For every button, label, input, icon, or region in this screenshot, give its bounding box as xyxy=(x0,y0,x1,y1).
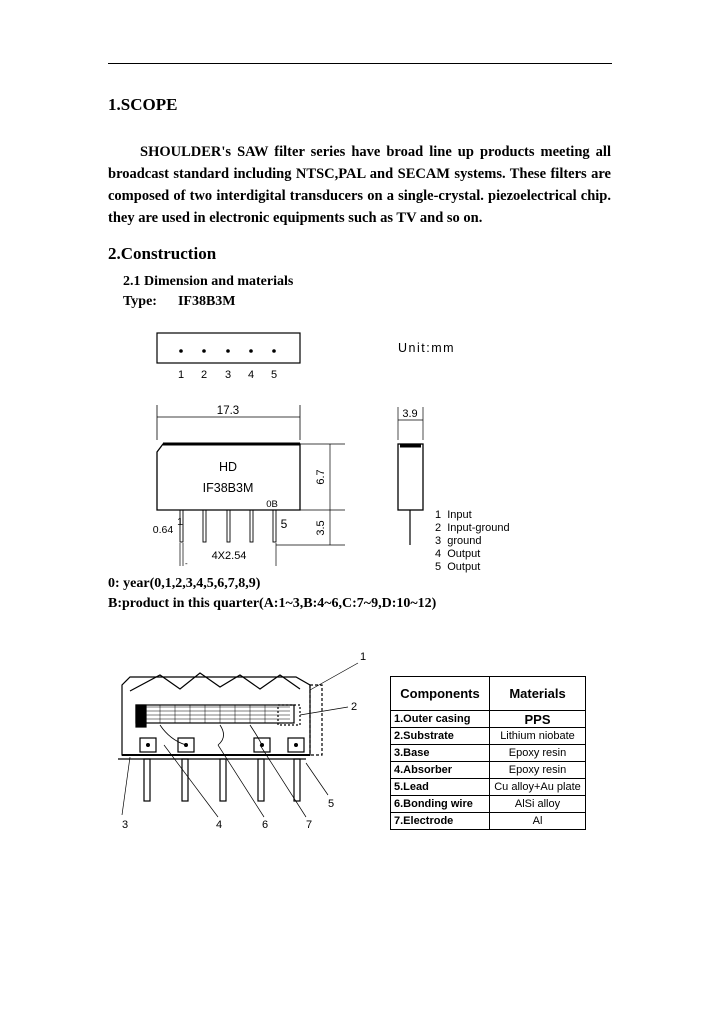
component-cell: 4.Absorber xyxy=(391,762,490,779)
material-cell: Al xyxy=(490,813,586,830)
pitch-tick: - xyxy=(185,559,188,568)
scope-heading: 1.SCOPE xyxy=(108,95,178,114)
dimension-subheading: 2.1 Dimension and materials xyxy=(123,274,294,289)
callout-label: 5 xyxy=(328,798,335,810)
notes xyxy=(108,574,436,614)
type-label: Type: xyxy=(123,294,157,309)
pin-legend xyxy=(435,509,510,573)
cutaway-edge xyxy=(130,673,300,691)
table-header-row xyxy=(391,677,586,711)
note-quarter: B:product in this quarter(A:1~3,B:4~6,C:7~9,D:10~12) xyxy=(108,596,437,611)
pin-number: 3 xyxy=(224,369,232,381)
component-cell: 5.Lead xyxy=(391,779,490,796)
substrate-chip xyxy=(136,705,294,723)
material-cell: Epoxy resin xyxy=(490,745,586,762)
component-cell: 3.Base xyxy=(391,745,490,762)
table-row xyxy=(391,796,586,813)
materials-table xyxy=(390,676,586,830)
depth-dimension: 3.9 xyxy=(402,408,418,420)
construction-heading: 2.Construction xyxy=(108,244,217,263)
table-row xyxy=(391,728,586,745)
top-view-outline xyxy=(157,333,300,363)
pin-number: 5 xyxy=(270,369,278,381)
callout-label: 7 xyxy=(306,819,313,831)
table-row xyxy=(391,779,586,796)
pin-legend-item: 1 Input xyxy=(435,509,472,521)
component-cell: 2.Substrate xyxy=(391,728,490,745)
absorber xyxy=(136,705,146,727)
date-code: 0B xyxy=(266,499,278,510)
outer-casing xyxy=(122,677,310,755)
callout-label: 6 xyxy=(262,819,269,831)
pin-number: 1 xyxy=(177,369,185,381)
scope-paragraph-text: SHOULDER's SAW filter series have broad line up products meeting all broadcast standard including NTSC,PAL and SECAM systems. These filters are composed of two interdigital transducers on a single-crystal. piezoelectrical chip. they are used in electronic equipments such as TV and so on. xyxy=(108,144,611,226)
material-cell: Cu alloy+Au plate xyxy=(490,779,586,796)
material-cell: Lithium niobate xyxy=(490,728,586,745)
lead-length-dimension: 3.5 xyxy=(315,520,327,536)
pin-legend-item: 4 Output xyxy=(435,548,481,560)
pin-legend-item: 2 Input-ground xyxy=(435,522,510,534)
type-value: IF38B3M xyxy=(177,294,236,309)
component-cell: 6.Bonding wire xyxy=(391,796,490,813)
body-marking-line1: HD xyxy=(218,460,238,474)
bonding-wires xyxy=(160,725,262,745)
table-header-components: Components xyxy=(391,677,490,711)
pin-number: 4 xyxy=(247,369,255,381)
end-pin-label: 5 xyxy=(280,517,288,531)
pin-legend-item: 5 Output xyxy=(435,561,481,573)
body-marking-line2: IF38B3M xyxy=(202,481,254,495)
note-year: 0: year(0,1,2,3,4,5,6,7,8,9) xyxy=(108,576,261,591)
callout-label: 4 xyxy=(216,819,223,831)
width-dimension: 17.3 xyxy=(216,405,240,417)
cutaway-drawing xyxy=(100,645,367,845)
callout-label: 1 xyxy=(360,651,367,663)
component-cell: 7.Electrode xyxy=(391,813,490,830)
pin-width-dimension: 0.64 xyxy=(152,524,174,536)
table-row xyxy=(391,711,586,728)
unit-label: Unit:mm xyxy=(398,341,456,355)
side-view-body xyxy=(398,444,423,510)
pitch-dimension: 4X2.54 xyxy=(211,550,247,562)
callout-label: 2 xyxy=(351,701,358,713)
front-view-leads xyxy=(180,510,276,542)
component-cell: 1.Outer casing xyxy=(391,711,490,728)
table-row xyxy=(391,762,586,779)
table-row xyxy=(391,745,586,762)
side-pin-label: 1 xyxy=(177,516,183,528)
pin-number: 2 xyxy=(200,369,208,381)
material-cell: PPS xyxy=(490,711,586,728)
callout-label: 3 xyxy=(122,819,129,831)
material-cell: AlSi alloy xyxy=(490,796,586,813)
table-header-materials: Materials xyxy=(490,677,586,711)
cutaway-leads xyxy=(144,759,300,801)
height-dimension: 6.7 xyxy=(315,469,327,485)
pin-legend-item: 3 ground xyxy=(435,535,482,547)
table-row xyxy=(391,813,586,830)
material-cell: Epoxy resin xyxy=(490,762,586,779)
top-view-pin-dots xyxy=(179,349,276,353)
front-view-body xyxy=(157,444,300,510)
